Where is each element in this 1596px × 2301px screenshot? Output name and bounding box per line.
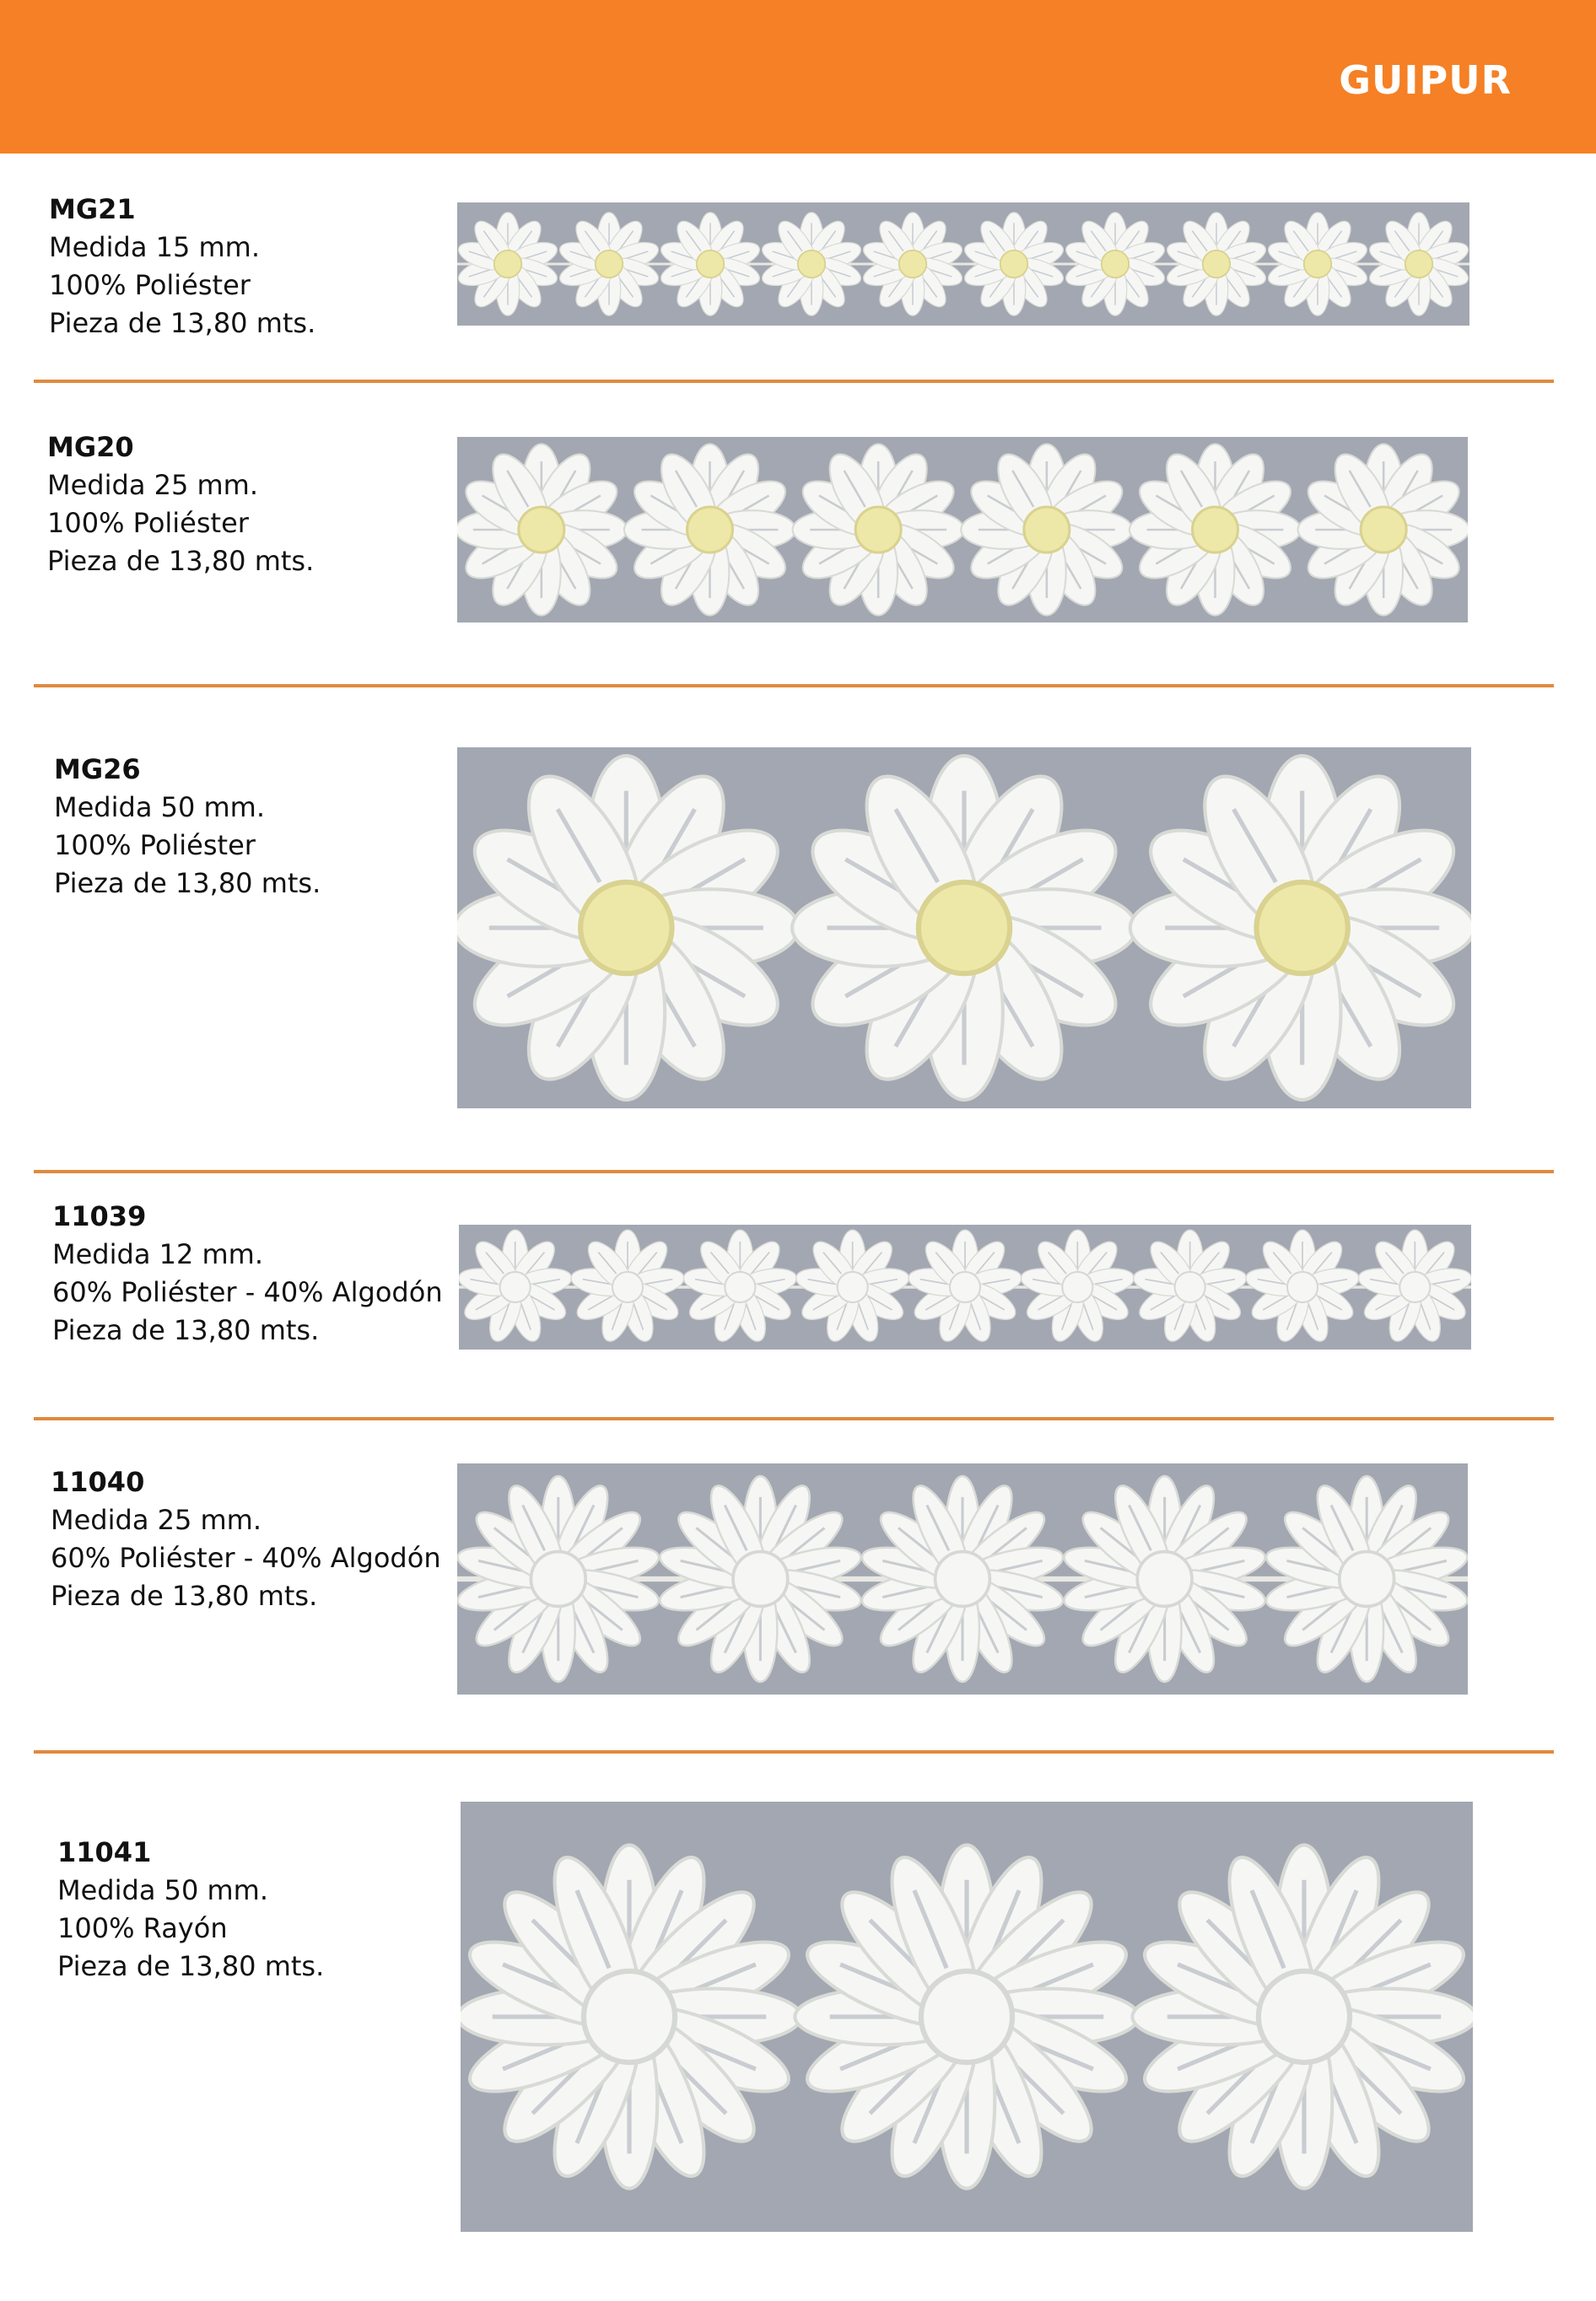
product-info [51,1463,441,1615]
product-composition: 100% Poliéster [47,507,249,539]
product-piece: Pieza de 13,80 mts. [47,545,315,577]
lace-trim-image [457,437,1468,622]
product-size: Medida 25 mm. [51,1504,262,1536]
daisy-flower [1263,1476,1468,1682]
daisy-flower [793,444,964,615]
product-piece: Pieza de 13,80 mts. [49,307,316,339]
product-code: MG20 [47,431,134,463]
daisy-flower [794,1230,911,1345]
daisy-flower [1298,444,1468,615]
product-size: Medida 50 mm. [57,1874,268,1906]
product-code: 11041 [57,1836,152,1868]
product-image [461,1802,1473,2232]
daisy-flower [457,756,798,1100]
daisy-flower [961,444,1132,615]
product-code: 11040 [51,1466,145,1498]
product-info [54,751,321,903]
section-divider [34,1170,1554,1173]
daisy-flower [569,1230,687,1345]
daisy-flower [682,1230,799,1345]
page-title: GUIPUR [1339,57,1512,103]
daisy-flower [1132,1845,1473,2188]
product-composition: 100% Rayón [57,1912,228,1944]
product-code: MG21 [49,193,136,225]
daisy-flower [457,444,627,615]
product-image [457,202,1469,326]
product-info [47,428,314,580]
lace-trim-image [461,1802,1473,2232]
product-code: MG26 [54,753,141,785]
lace-trim-image [457,1463,1468,1695]
daisy-flower [1130,444,1301,615]
daisy-flower [1130,756,1471,1100]
daisy-flower [461,1845,801,2188]
daisy-flower [1356,1230,1471,1345]
product-info [52,1198,443,1350]
product-piece: Pieza de 13,80 mts. [52,1314,320,1346]
product-image [457,747,1471,1108]
product-size: Medida 12 mm. [52,1238,263,1270]
product-piece: Pieza de 13,80 mts. [51,1580,318,1612]
daisy-flower [624,444,795,615]
product-composition: 60% Poliéster - 40% Algodón [52,1276,443,1308]
product-size: Medida 50 mm. [54,791,265,823]
daisy-flower [907,1230,1024,1345]
product-image [457,1463,1468,1695]
section-divider [34,684,1554,687]
product-composition: 100% Poliéster [54,829,256,861]
product-piece: Pieza de 13,80 mts. [54,867,321,899]
product-info [49,191,315,342]
product-info [57,1834,324,1986]
product-size: Medida 25 mm. [47,469,258,501]
lace-trim-image [457,747,1471,1108]
daisy-flower [457,1476,662,1682]
product-composition: 100% Poliéster [49,269,251,301]
daisy-flower [795,1845,1138,2188]
product-composition: 60% Poliéster - 40% Algodón [51,1542,441,1574]
product-size: Medida 15 mm. [49,231,260,263]
lace-trim-image [457,202,1469,326]
product-image [459,1225,1471,1350]
daisy-flower [1060,1476,1269,1682]
daisy-flower [1019,1230,1136,1345]
daisy-flower [1131,1230,1248,1345]
product-piece: Pieza de 13,80 mts. [57,1950,325,1982]
section-divider [34,1750,1554,1754]
product-image [457,437,1468,622]
daisy-flower [792,756,1136,1100]
product-code: 11039 [52,1200,147,1232]
page-header [0,0,1596,154]
daisy-flower [656,1476,865,1682]
section-divider [34,380,1554,383]
daisy-flower [1244,1230,1361,1345]
lace-trim-image [459,1225,1471,1350]
daisy-flower [859,1476,1067,1682]
section-divider [34,1417,1554,1420]
daisy-flower [459,1230,574,1345]
